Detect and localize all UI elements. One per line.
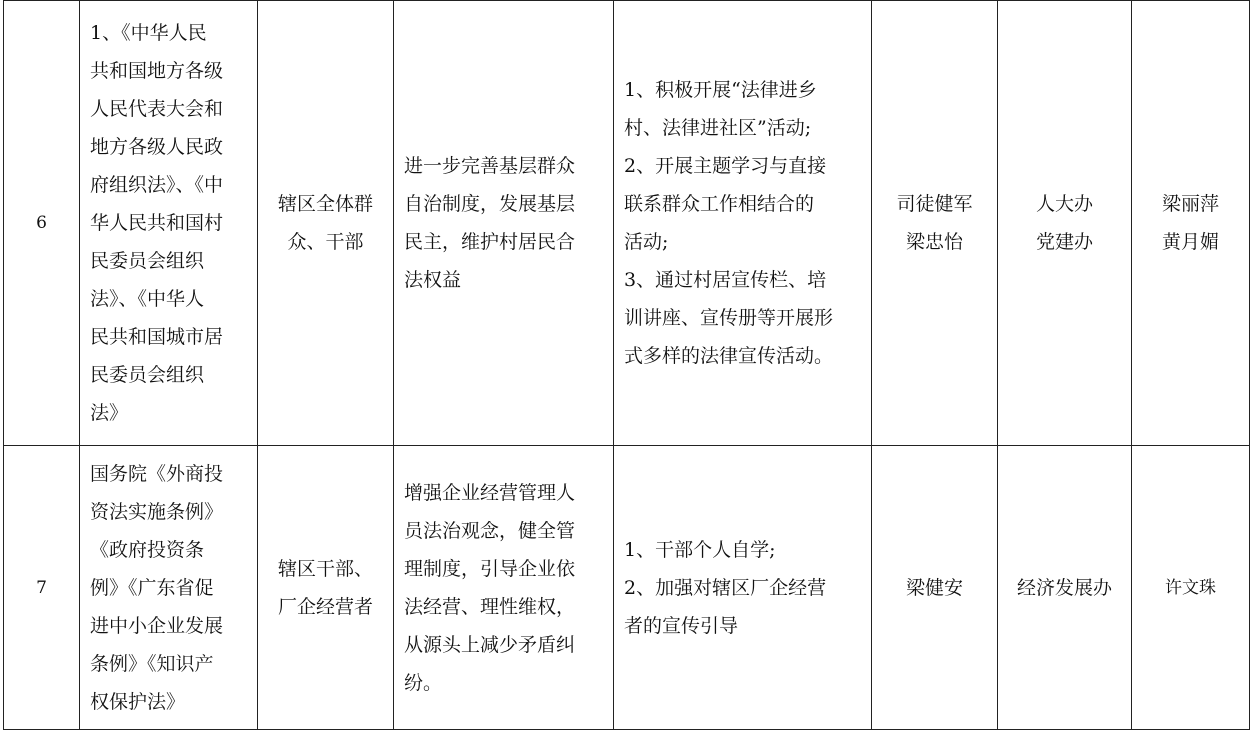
target-line: 众、干部 xyxy=(287,231,364,253)
target-line: 辖区干部、 xyxy=(277,557,373,580)
target-cell xyxy=(258,1,394,446)
law-line: 华人民共和国村 xyxy=(90,212,224,234)
law-line: 共和国地方各级 xyxy=(90,60,224,82)
law-line: 《政府投资条 xyxy=(90,538,205,561)
law-line: 例》《广东省促 xyxy=(90,576,214,599)
law-cell xyxy=(80,1,258,446)
measure-line: 1、积极开展“法律进乡 xyxy=(624,79,817,101)
leader-name: 梁忠怡 xyxy=(905,231,963,253)
leader-name: 梁健安 xyxy=(905,576,963,599)
goal-line: 理制度，引导企业依 xyxy=(404,557,576,580)
contact-cell xyxy=(1132,1,1250,446)
law-line: 条例》《知识产 xyxy=(90,652,214,675)
goal-line: 民主，维护村居民合 xyxy=(404,231,576,253)
measure-line: 式多样的法律宣传活动。 xyxy=(624,345,834,367)
goal-line: 纷。 xyxy=(404,671,443,694)
row-number: 6 xyxy=(4,1,80,446)
department-cell xyxy=(998,1,1132,446)
contact-name: 许文珠 xyxy=(1165,577,1216,598)
responsibility-table xyxy=(3,0,1250,730)
law-line: 资法实施条例》 xyxy=(90,500,224,523)
goal-line: 法经营、理性维权， xyxy=(404,595,576,618)
law-line: 民委员会组织 xyxy=(90,364,205,386)
measure-line: 者的宣传引导 xyxy=(624,614,739,637)
measure-line: 2、开展主题学习与直接 xyxy=(624,155,827,177)
goal-line: 进一步完善基层群众 xyxy=(404,155,576,177)
department-name: 经济发展办 xyxy=(1016,576,1112,599)
law-line: 国务院《外商投 xyxy=(90,462,224,485)
contact-cell xyxy=(1132,446,1250,730)
measure-line: 训讲座、宣传册等开展形 xyxy=(624,307,834,329)
measures-cell xyxy=(614,1,872,446)
target-line: 辖区全体群 xyxy=(277,193,373,215)
law-cell xyxy=(80,446,258,730)
table-row xyxy=(4,1,1250,446)
table-row xyxy=(4,446,1250,730)
law-line: 1、《中华人民 xyxy=(90,22,207,44)
goal-cell xyxy=(394,1,614,446)
goal-line: 从源头上减少矛盾纠 xyxy=(404,633,576,656)
contact-name: 梁丽萍 xyxy=(1161,193,1219,215)
measure-line: 3、通过村居宣传栏、培 xyxy=(624,269,827,291)
goal-line: 员法治观念，健全管 xyxy=(404,519,576,542)
leader-name: 司徒健军 xyxy=(896,193,973,215)
department-cell xyxy=(998,446,1132,730)
law-line: 地方各级人民政 xyxy=(90,136,224,158)
goal-line: 法权益 xyxy=(404,269,462,291)
department-name: 党建办 xyxy=(1035,231,1093,253)
measures-cell xyxy=(614,446,872,730)
law-line: 人民代表大会和 xyxy=(90,98,224,120)
measure-line: 活动; xyxy=(624,231,669,253)
measure-line: 1、干部个人自学; xyxy=(624,538,776,561)
law-line: 法》、《中华人 xyxy=(90,288,205,310)
leader-cell xyxy=(872,446,998,730)
department-name: 人大办 xyxy=(1035,193,1093,215)
goal-cell xyxy=(394,446,614,730)
row-number: 7 xyxy=(4,446,80,730)
law-line: 法》 xyxy=(90,402,129,424)
target-line: 厂企经营者 xyxy=(277,595,373,618)
law-line: 权保护法》 xyxy=(90,690,186,713)
law-line: 民委员会组织 xyxy=(90,250,205,272)
measure-line: 村、法律进社区”活动; xyxy=(624,117,812,139)
measure-line: 2、加强对辖区厂企经营 xyxy=(624,576,827,599)
contact-name: 黄月媚 xyxy=(1161,231,1219,253)
goal-line: 自治制度，发展基层 xyxy=(404,193,576,215)
law-line: 进中小企业发展 xyxy=(90,614,224,637)
measure-line: 联系群众工作相结合的 xyxy=(624,193,815,215)
target-cell xyxy=(258,446,394,730)
law-line: 民共和国城市居 xyxy=(90,326,224,348)
goal-line: 增强企业经营管理人 xyxy=(404,481,576,504)
leader-cell xyxy=(872,1,998,446)
law-line: 府组织法》、《中 xyxy=(90,174,224,196)
